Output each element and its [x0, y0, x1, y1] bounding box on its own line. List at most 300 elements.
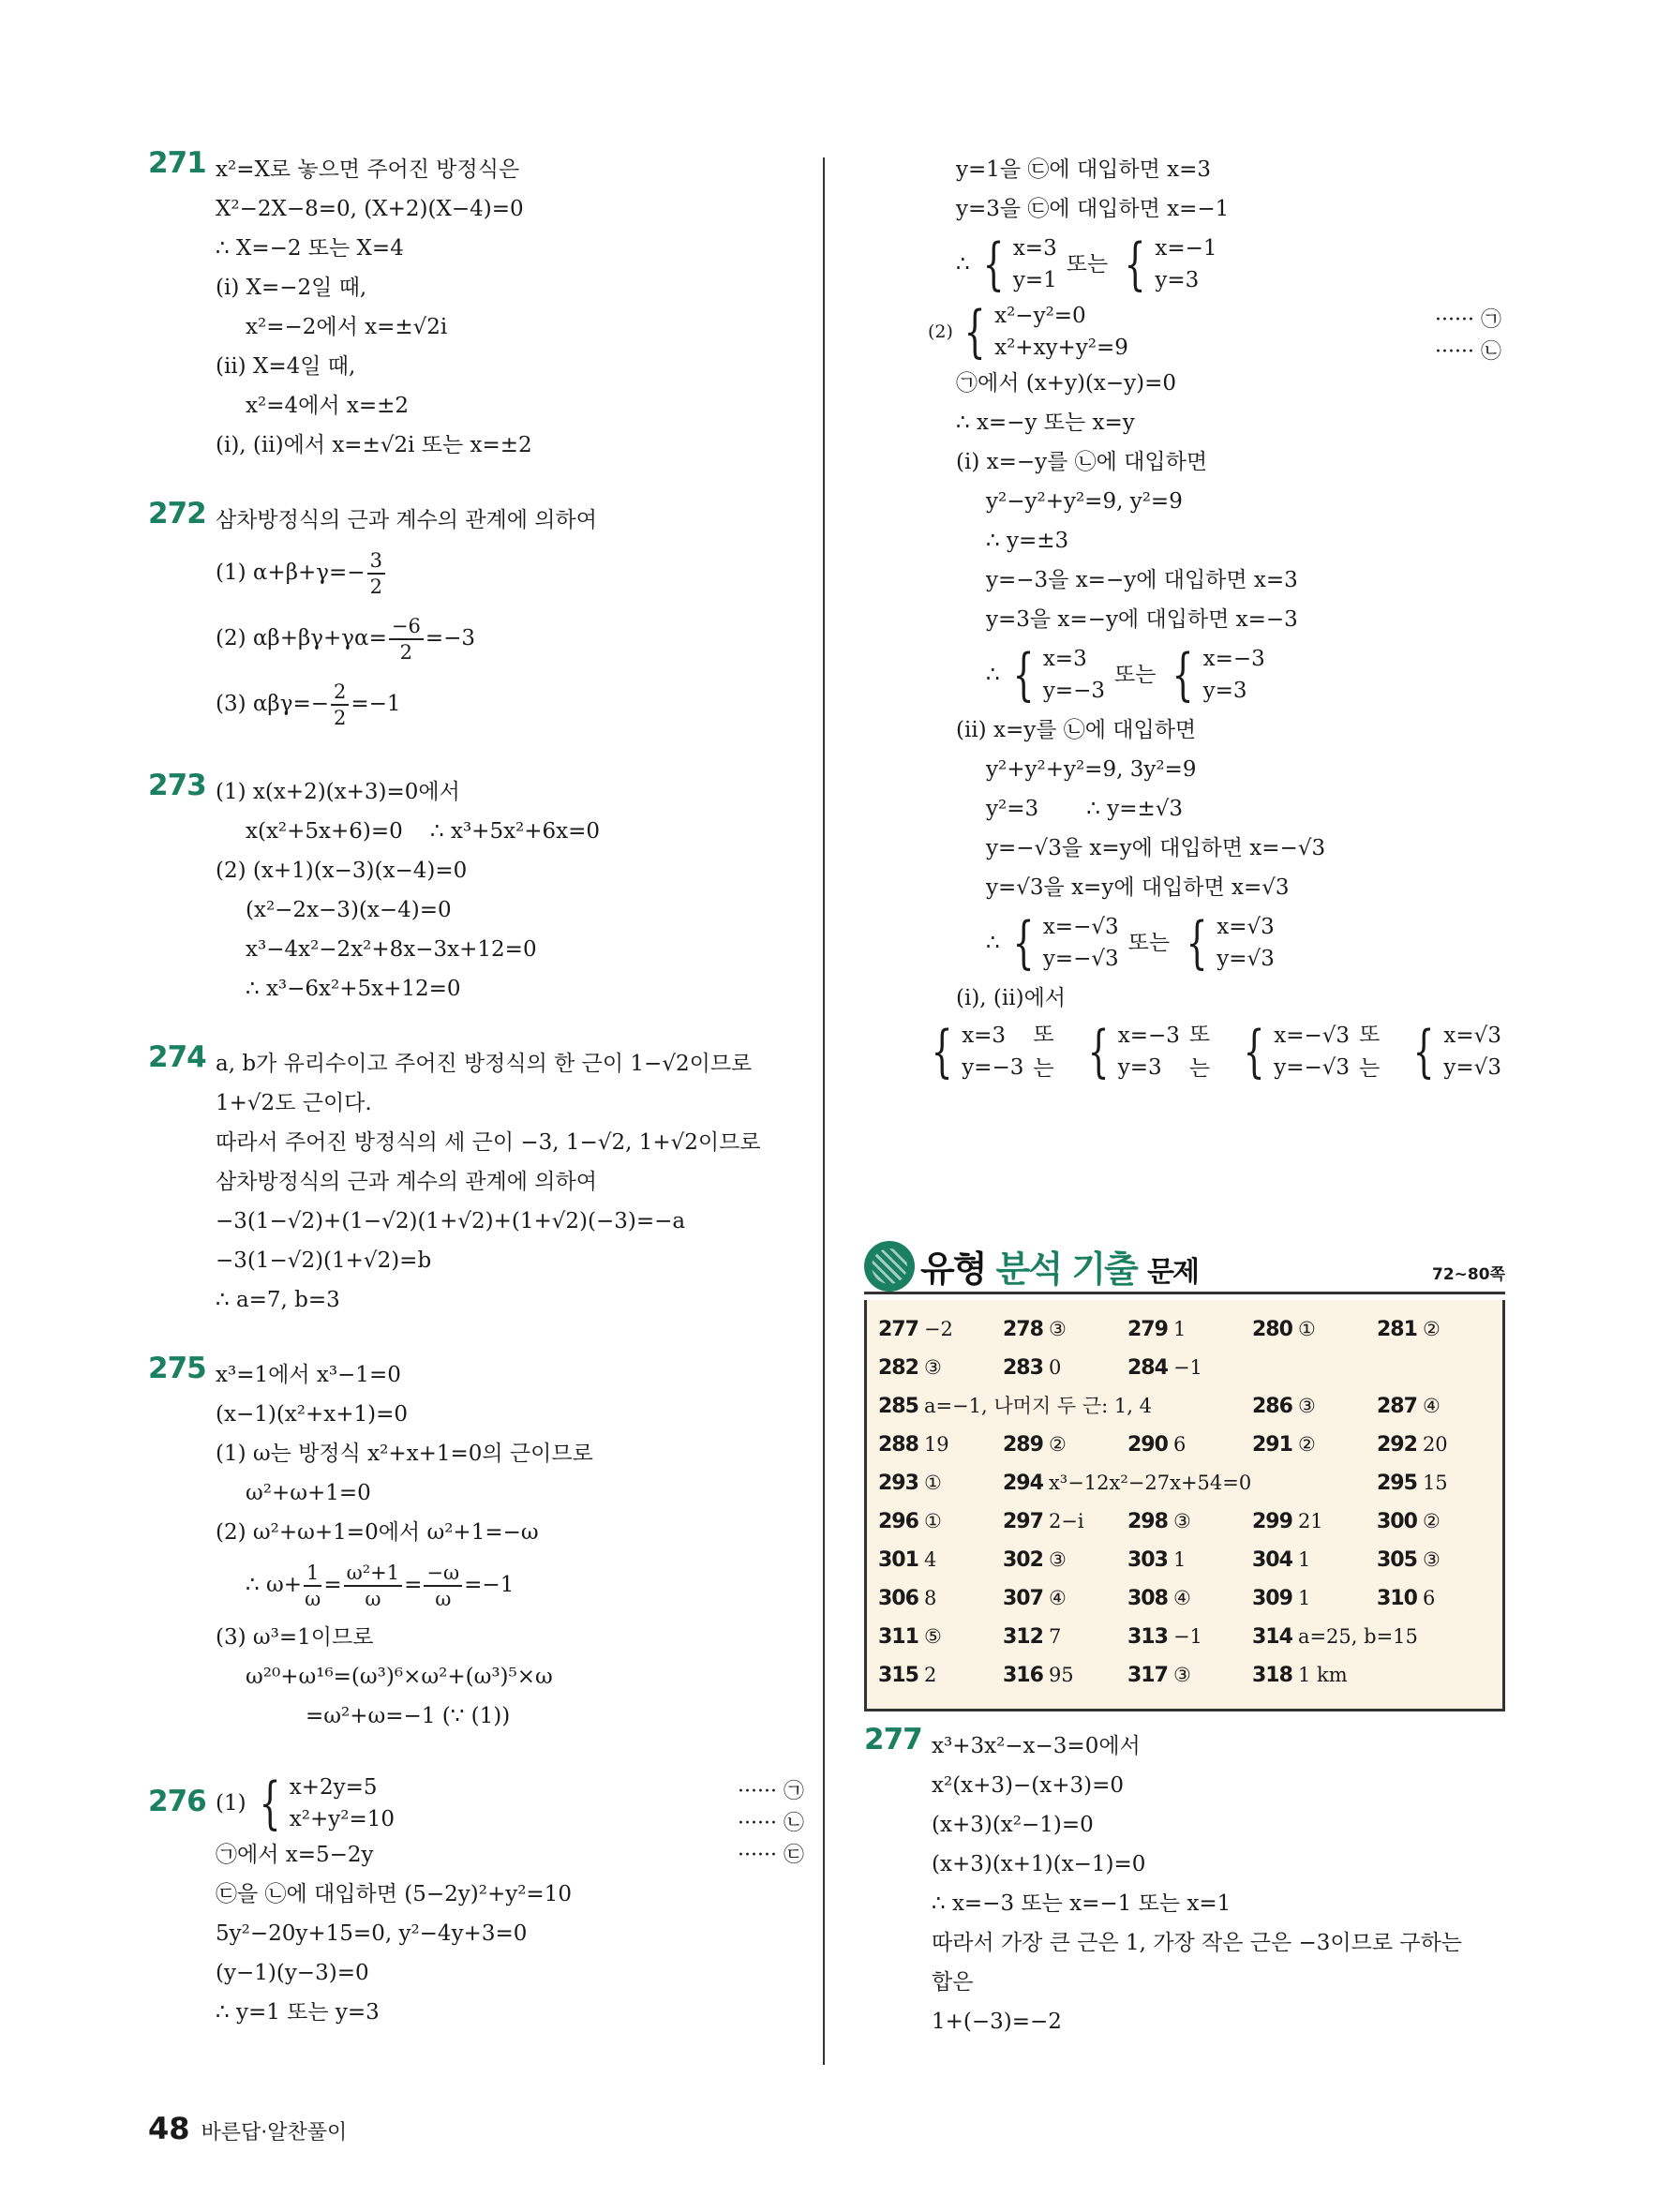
answer-cell — [1003, 1544, 1127, 1577]
answer-number: 279 — [1127, 1318, 1168, 1341]
expr: =−1 — [464, 1573, 515, 1597]
answer-number: 304 — [1252, 1548, 1292, 1572]
numerator: 3 — [367, 548, 385, 575]
answer-number: 300 — [1377, 1510, 1417, 1533]
answer-grid — [878, 1313, 1493, 1692]
solution-line: −3(1−√2)(1+√2)=b — [216, 1248, 432, 1273]
solution-line: x³=1에서 x³−1=0 — [216, 1363, 401, 1387]
answer-cell — [878, 1582, 1003, 1615]
problem-number: 274 — [148, 1040, 206, 1074]
expr: =−1 — [351, 692, 401, 716]
solution-line: x(x²+5x+6)=0 ∴ x³+5x²+6x=0 — [246, 819, 601, 844]
brace: { — [1087, 1019, 1110, 1084]
answer-number: 278 — [1003, 1318, 1043, 1341]
answer-cell — [1127, 1428, 1252, 1461]
system-rows — [1043, 643, 1105, 707]
column-divider — [823, 157, 825, 2065]
line-with-marker — [216, 1835, 804, 1875]
answer-cell — [1252, 1428, 1377, 1461]
result-system — [956, 911, 1501, 975]
solution-line: X²−2X−8=0, (X+2)(X−4)=0 — [216, 197, 524, 221]
numerator: −6 — [389, 614, 424, 640]
answer-cell — [1127, 1621, 1252, 1653]
solution-line: x³−4x²−2x²+8x−3x+12=0 — [246, 937, 537, 962]
answer-value: 1 km — [1297, 1664, 1348, 1686]
system-row: y=√3 — [1217, 947, 1275, 971]
answer-number: 287 — [1377, 1395, 1417, 1418]
system-rows — [1203, 643, 1265, 707]
or-label: 또는 — [1033, 1023, 1054, 1081]
answer-number: 318 — [1252, 1664, 1292, 1687]
solution-line: (ⅱ) X=4일 때, — [216, 354, 356, 379]
brace: { — [1124, 232, 1146, 297]
answer-cell — [1377, 1428, 1501, 1461]
solution-line: ㉠에서 (x+y)(x−y)=0 — [956, 371, 1177, 396]
solution-line: 삼차방정식의 근과 계수의 관계에 의하여 — [216, 1170, 597, 1194]
book-title: 바른답·알찬풀이 — [201, 2121, 348, 2145]
solution-line — [216, 671, 804, 737]
answer-value: 2−i — [1048, 1510, 1084, 1532]
expr: =−3 — [425, 626, 476, 650]
brace: { — [1186, 910, 1208, 976]
answer-value: ① — [923, 1472, 942, 1494]
answer-number: 283 — [1003, 1356, 1043, 1380]
equation-marker: ······ ㉠ — [1435, 308, 1501, 332]
system-rows — [1155, 232, 1217, 296]
section-header — [864, 1235, 1505, 1294]
fraction — [424, 1561, 462, 1611]
answer-grid-box — [864, 1300, 1505, 1711]
answer-value: ④ — [1422, 1395, 1441, 1417]
answer-cell — [1127, 1659, 1252, 1692]
denominator: ω — [365, 1588, 381, 1610]
title-part: 문제 — [1146, 1256, 1198, 1289]
answer-value: a=25, b=15 — [1297, 1625, 1418, 1648]
answer-value: ④ — [1048, 1587, 1067, 1609]
solution-line: (ⅰ) x=−y를 ㉡에 대입하면 — [956, 450, 1208, 474]
answer-cell — [1377, 1505, 1501, 1538]
problem-number: 276 — [148, 1785, 206, 1818]
answer-value: 95 — [1048, 1664, 1074, 1686]
problem-276-continued — [864, 150, 1501, 296]
solution-line: a, b가 유리수이고 주어진 방정식의 한 근이 1−√2이므로 — [216, 1052, 753, 1076]
answer-value: −1 — [1172, 1356, 1202, 1379]
or-label: 또는 — [1066, 252, 1109, 276]
solution-line: (y−1)(y−3)=0 — [216, 1961, 369, 1985]
answer-cell — [1003, 1428, 1127, 1461]
answer-number: 308 — [1127, 1587, 1168, 1610]
solution-line: y=1을 ㉢에 대입하면 x=3 — [956, 157, 1212, 182]
answer-number: 309 — [1252, 1587, 1292, 1610]
answer-value: −2 — [923, 1318, 953, 1340]
answer-number: 315 — [878, 1664, 918, 1687]
answer-number: 311 — [878, 1625, 918, 1649]
solution-line — [216, 540, 804, 605]
brace: { — [982, 232, 1005, 297]
denominator: 2 — [369, 575, 382, 598]
solution-line: x³+3x²−x−3=0에서 — [932, 1734, 1141, 1758]
answer-cell — [878, 1467, 1003, 1500]
numerator: ω²+1 — [344, 1561, 403, 1587]
problem-276 — [148, 1771, 804, 2032]
fraction — [331, 680, 349, 730]
solution-line: 1+(−3)=−2 — [932, 2010, 1062, 2034]
equation-marker: ······ ㉡ — [738, 1812, 804, 1835]
answer-number: 298 — [1127, 1510, 1168, 1533]
answer-value: 0 — [1048, 1356, 1062, 1379]
expr: (2) αβ+βγ+γα= — [216, 626, 387, 650]
solution-line — [216, 605, 804, 671]
answer-cell — [878, 1621, 1003, 1653]
result-system — [956, 643, 1501, 707]
or-label: 또는 — [1127, 931, 1171, 955]
solution-line: ω²⁰+ω¹⁶=(ω³)⁶×ω²+(ω³)⁵×ω — [246, 1665, 553, 1689]
solution-line: y²=3 ∴ y=±√3 — [986, 797, 1184, 821]
answer-cell — [1003, 1352, 1127, 1384]
answer-cell — [1252, 1659, 1501, 1692]
section-title — [864, 1240, 1198, 1292]
answer-number: 310 — [1377, 1587, 1417, 1610]
answer-number: 307 — [1003, 1587, 1043, 1610]
answer-section — [864, 1235, 1505, 2041]
expr: = — [323, 1573, 342, 1597]
brace: { — [1012, 910, 1035, 976]
answer-number: 302 — [1003, 1548, 1043, 1572]
result-system — [956, 232, 1501, 296]
solution-line: y=−3을 x=−y에 대입하면 x=3 — [986, 568, 1298, 592]
answer-cell — [1003, 1505, 1127, 1538]
solution-line: ∴ y=1 또는 y=3 — [216, 2000, 380, 2025]
answer-value: 1 — [1172, 1548, 1187, 1571]
answer-number: 285 — [878, 1395, 918, 1418]
answer-cell — [878, 1505, 1003, 1538]
problem-271 — [148, 146, 804, 465]
answer-value: 4 — [923, 1548, 937, 1571]
answer-number: 292 — [1377, 1433, 1417, 1457]
part-2 — [864, 300, 1501, 364]
right-column — [864, 150, 1501, 1085]
solution-line — [216, 1552, 804, 1618]
problem-272 — [148, 497, 804, 737]
solution-line: 5y²−20y+15=0, y²−4y+3=0 — [216, 1921, 528, 1946]
system-rows — [1274, 1020, 1350, 1084]
part-label: (2) — [928, 321, 953, 342]
solution-line: 1+√2도 근이다. — [216, 1091, 372, 1115]
system-row: x=√3 — [1217, 915, 1275, 939]
answer-value: 1 — [1297, 1548, 1311, 1571]
answer-value: 20 — [1422, 1433, 1448, 1456]
system-row: x=−√3 — [1274, 1024, 1351, 1048]
answer-value: ③ — [923, 1356, 942, 1379]
solution-line: 합은 — [932, 1970, 974, 1995]
brace: { — [259, 1771, 281, 1836]
answer-cell — [1003, 1313, 1127, 1346]
answer-number: 282 — [878, 1356, 918, 1380]
answer-value: 1 — [1297, 1587, 1311, 1609]
brace: { — [1012, 642, 1035, 708]
brace: { — [1412, 1019, 1435, 1084]
brace: { — [1172, 642, 1194, 708]
solution-line: (x+3)(x+1)(x−1)=0 — [932, 1852, 1146, 1876]
answer-cell — [1003, 1621, 1127, 1653]
solution-line: (x+3)(x²−1)=0 — [932, 1813, 1094, 1837]
or-label: 또는 — [1359, 1023, 1381, 1081]
solution-line: (2) ω²+ω+1=0에서 ω²+1=−ω — [216, 1520, 539, 1545]
answer-value: x³−12x²−27x+54=0 — [1048, 1472, 1252, 1494]
therefore: ∴ — [986, 663, 1000, 687]
answer-cell — [1252, 1621, 1501, 1653]
answer-value: ① — [1297, 1318, 1316, 1340]
answer-number: 303 — [1127, 1548, 1168, 1572]
answer-cell — [1377, 1544, 1501, 1577]
final-result — [864, 1018, 1501, 1085]
system-rows — [962, 1020, 1023, 1084]
answer-cell — [1377, 1390, 1501, 1423]
system-row: y=3 — [1117, 1055, 1162, 1080]
answer-cell — [1252, 1390, 1377, 1423]
fraction — [389, 614, 424, 665]
solution-line: −3(1−√2)+(1−√2)(1+√2)+(1+√2)(−3)=−a — [216, 1209, 686, 1233]
solution-line: (x²−2x−3)(x−4)=0 — [246, 898, 452, 922]
solution-line: =ω²+ω=−1 (∵ (1)) — [306, 1704, 511, 1728]
answer-number: 295 — [1377, 1472, 1417, 1495]
problem-274 — [148, 1040, 804, 1320]
answer-value: 6 — [1422, 1587, 1436, 1609]
or-label: 또는 — [1188, 1023, 1211, 1081]
system-rows — [1217, 911, 1275, 975]
denominator: ω — [435, 1588, 452, 1610]
answer-number: 316 — [1003, 1664, 1043, 1687]
solution-line: ω²+ω+1=0 — [246, 1481, 371, 1505]
answer-value: 6 — [1172, 1433, 1187, 1456]
solution-line: ∴ a=7, b=3 — [216, 1288, 340, 1312]
answer-cell — [1252, 1544, 1377, 1577]
answer-value: ② — [1422, 1510, 1441, 1532]
brace: { — [1243, 1019, 1265, 1084]
answer-number: 290 — [1127, 1433, 1168, 1457]
solution-line: y=−√3을 x=y에 대입하면 x=−√3 — [986, 836, 1326, 860]
brace: { — [931, 1019, 953, 1084]
answer-value: ⑤ — [923, 1625, 942, 1648]
answer-cell — [1252, 1313, 1377, 1346]
answer-number: 306 — [878, 1587, 918, 1610]
part-label: (1) — [216, 1791, 246, 1816]
equation-marker: ······ ㉠ — [738, 1780, 804, 1803]
answer-cell — [1127, 1352, 1501, 1384]
solution-line: x²(x+3)−(x+3)=0 — [932, 1773, 1125, 1798]
answer-number: 288 — [878, 1433, 918, 1457]
system-rows — [1043, 911, 1119, 975]
page-range: 72~80쪽 — [1432, 1265, 1505, 1284]
answer-value: ① — [923, 1510, 942, 1532]
system-rows — [994, 300, 1128, 364]
system-row: x=−3 — [1202, 647, 1265, 671]
problem-number: 277 — [864, 1723, 922, 1756]
answer-cell — [1377, 1313, 1501, 1346]
answer-value: ③ — [1422, 1548, 1441, 1571]
brace: { — [963, 299, 986, 365]
solution-line: (x−1)(x²+x+1)=0 — [216, 1402, 409, 1427]
answer-value: ③ — [1048, 1318, 1067, 1340]
solution-line: y²+y²+y²=9, 3y²=9 — [986, 757, 1197, 782]
answer-value: 8 — [923, 1587, 937, 1609]
answer-cell — [1377, 1467, 1501, 1500]
system-row: x=−1 — [1155, 236, 1217, 261]
answer-value: ③ — [1297, 1395, 1316, 1417]
system-rows — [1118, 1020, 1180, 1084]
answer-number: 281 — [1377, 1318, 1417, 1341]
problem-number: 273 — [148, 769, 206, 802]
answer-cell — [878, 1428, 1003, 1461]
solution-line: (3) ω³=1이므로 — [216, 1625, 374, 1650]
answer-cell — [878, 1352, 1003, 1384]
solution-line: 따라서 가장 큰 근은 1, 가장 작은 근은 −3이므로 구하는 — [932, 1931, 1463, 1955]
denominator: 2 — [399, 641, 413, 664]
system-row: x²−y²=0 — [994, 304, 1086, 328]
or-label: 또는 — [1114, 663, 1157, 687]
answer-number: 317 — [1127, 1664, 1168, 1687]
answer-cell — [1003, 1467, 1377, 1500]
answer-number: 305 — [1377, 1548, 1417, 1572]
solution-line: y=3을 ㉢에 대입하면 x=−1 — [956, 197, 1230, 221]
fraction — [344, 1561, 403, 1611]
system-row: x=√3 — [1443, 1024, 1501, 1048]
system-row: y=−3 — [962, 1055, 1024, 1080]
system-row: y=3 — [1202, 679, 1247, 703]
left-column — [148, 146, 804, 2032]
solution-line: ㉢을 ㉡에 대입하면 (5−2y)²+y²=10 — [216, 1882, 572, 1906]
solution-line: 삼차방정식의 근과 계수의 관계에 의하여 — [216, 508, 597, 532]
answer-value: 19 — [923, 1433, 949, 1456]
page-footer — [148, 2111, 347, 2146]
answer-number: 294 — [1003, 1472, 1043, 1495]
system-row: x²+xy+y²=9 — [994, 336, 1128, 360]
denominator: ω — [305, 1588, 321, 1610]
therefore: ∴ — [986, 931, 1000, 955]
answer-value: ③ — [1172, 1664, 1191, 1686]
answer-number: 289 — [1003, 1433, 1043, 1457]
system-rows — [1443, 1020, 1501, 1084]
system-row: x=−3 — [1117, 1024, 1180, 1048]
solution-line: (ⅰ), (ⅱ)에서 — [956, 986, 1067, 1010]
equation-marker: ······ ㉡ — [1435, 340, 1501, 364]
answer-number: 293 — [878, 1472, 918, 1495]
part-2-body — [864, 364, 1501, 1018]
problem-275 — [148, 1352, 804, 1736]
answer-cell — [1127, 1544, 1252, 1577]
numerator: 1 — [304, 1561, 321, 1587]
system-row: x=−√3 — [1042, 915, 1119, 939]
solution-line: x²=4에서 x=±2 — [246, 394, 409, 418]
system-row: x=3 — [1012, 236, 1057, 261]
answer-value: ③ — [1172, 1510, 1191, 1532]
answer-number: 312 — [1003, 1625, 1043, 1649]
answer-cell — [1252, 1505, 1377, 1538]
answer-value: ③ — [1048, 1548, 1067, 1571]
answer-number: 297 — [1003, 1510, 1043, 1533]
numerator: −ω — [424, 1561, 462, 1587]
answer-cell — [1252, 1582, 1377, 1615]
solution-line: x²=X로 놓으면 주어진 방정식은 — [216, 157, 520, 182]
solution-line: (1) ω는 방정식 x²+x+1=0의 근이므로 — [216, 1442, 593, 1466]
answer-value: 1 — [1172, 1318, 1187, 1340]
solution-line: (ⅰ), (ⅱ)에서 x=±√2i 또는 x=±2 — [216, 433, 532, 457]
solution-line: ∴ x³−6x²+5x+12=0 — [246, 977, 461, 1001]
answer-number: 313 — [1127, 1625, 1168, 1649]
fraction — [304, 1561, 321, 1611]
therefore: ∴ — [956, 252, 970, 276]
answer-value: a=−1, 나머지 두 근: 1, 4 — [923, 1395, 1152, 1417]
answer-number: 286 — [1252, 1395, 1292, 1418]
expr: ∴ ω+ — [246, 1573, 302, 1597]
answer-cell — [1127, 1313, 1252, 1346]
answer-value: 15 — [1422, 1472, 1448, 1494]
solution-line: ∴ y=±3 — [986, 529, 1069, 553]
expr: (1) α+β+γ=− — [216, 560, 366, 585]
system-row: y=−3 — [1042, 679, 1105, 703]
answer-number: 314 — [1252, 1625, 1292, 1649]
answer-number: 301 — [878, 1548, 918, 1572]
section-logo-icon — [864, 1241, 915, 1292]
answer-number: 299 — [1252, 1510, 1292, 1533]
answer-cell — [1003, 1659, 1127, 1692]
system-row: x=3 — [962, 1024, 1007, 1048]
answer-cell — [1003, 1582, 1127, 1615]
answer-value: 21 — [1297, 1510, 1323, 1532]
problem-277 — [864, 1723, 1505, 2041]
system-row: x=3 — [1042, 647, 1087, 671]
solution-line: (1) x(x+2)(x+3)=0에서 — [216, 780, 460, 804]
problem-273 — [148, 769, 804, 1009]
answer-cell — [878, 1390, 1252, 1423]
system-row: y=1 — [1012, 268, 1057, 292]
solution-line: y=3을 x=−y에 대입하면 x=−3 — [986, 607, 1298, 632]
answer-number: 277 — [878, 1318, 918, 1341]
answer-cell — [878, 1544, 1003, 1577]
answer-value: ② — [1297, 1433, 1316, 1456]
expr: (3) αβγ=− — [216, 692, 330, 716]
answer-number: 291 — [1252, 1433, 1292, 1457]
solution-line: x²=−2에서 x=±√2i — [246, 315, 448, 339]
system-row: y=√3 — [1443, 1055, 1501, 1080]
equation-marker: ······ ㉢ — [738, 1844, 804, 1867]
system-row: x²+y²=10 — [289, 1807, 395, 1831]
solution-line: 따라서 주어진 방정식의 세 근이 −3, 1−√2, 1+√2이므로 — [216, 1130, 761, 1155]
answer-value: 7 — [1048, 1625, 1062, 1648]
section-title-text — [920, 1240, 1198, 1292]
solution-line: ∴ x=−y 또는 x=y — [956, 411, 1135, 435]
solution-line: ∴ x=−3 또는 x=−1 또는 x=1 — [932, 1891, 1232, 1916]
numerator: 2 — [331, 680, 349, 706]
solution-line: y=√3을 x=y에 대입하면 x=√3 — [986, 875, 1290, 900]
system-rows — [290, 1771, 395, 1835]
system-row: y=−√3 — [1274, 1055, 1351, 1080]
answer-number: 296 — [878, 1510, 918, 1533]
solution-line: (ⅱ) x=y를 ㉡에 대입하면 — [956, 718, 1197, 742]
answer-cell — [878, 1313, 1003, 1346]
answer-cell — [878, 1659, 1003, 1692]
answer-number: 280 — [1252, 1318, 1292, 1341]
expr: = — [404, 1573, 423, 1597]
title-part: 유형 — [920, 1248, 996, 1290]
solution-line: (ⅰ) X=−2일 때, — [216, 276, 367, 300]
problem-number: 275 — [148, 1352, 206, 1385]
solution-line: y²−y²+y²=9, y²=9 — [986, 489, 1183, 514]
system-row: x+2y=5 — [289, 1775, 378, 1800]
system-row: y=−√3 — [1042, 947, 1119, 971]
answer-cell — [1127, 1582, 1252, 1615]
equation-system — [216, 1771, 804, 1835]
